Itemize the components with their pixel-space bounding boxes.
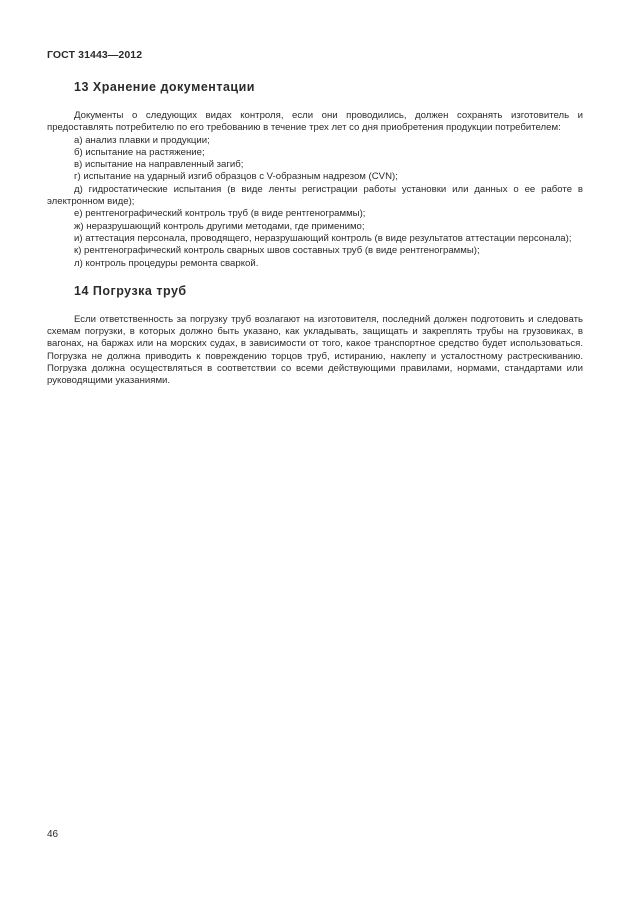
page-content — [47, 80, 583, 388]
section-13-intro: Документы о следующих видах контроля, если они проводились, должен сохранять изготовитель и предоставлять потребителю по его требованию в течение трех лет со дня приобретения продукции потребителем: — [47, 110, 583, 134]
list-item: и) аттестация персонала, проводящего, неразрушающий контроль (в виде результатов аттестации персонала); — [74, 232, 572, 244]
standard-code: ГОСТ 31443—2012 — [47, 49, 143, 61]
list-item: д) гидростатические испытания (в виде ленты регистрации работы установки или данных о ее работе в электронном виде); — [47, 183, 583, 208]
list-item: ж) неразрушающий контроль другими методами, где применимо; — [74, 220, 365, 232]
page-number: 46 — [47, 829, 59, 840]
section-14-title: 14 Погрузка труб — [74, 283, 187, 298]
list-item: б) испытание на растяжение; — [74, 146, 205, 158]
list-item: в) испытание на направленный загиб; — [74, 159, 244, 171]
section-14-text: Если ответственность за погрузку труб возлагают на изготовителя, последний должен подготовить и следовать схемам погрузки, в которых должно быть указано, как укладывать, защищать и закреплять трубы на грузовиках, в вагонах, на баржах или на морских судах, в зависимости от того, какое транспортное средство будет использоваться. Погрузка не должна приводить к повреждению торцов труб, истиранию, наклепу и усталостному растрескиванию. Погрузка должна осуществляться в соответствии со всеми действующими правилами, нормами, стандартами или руководящими указаниями. — [47, 313, 583, 387]
list-item: а) анализ плавки и продукции; — [74, 134, 210, 146]
section-13-title: 13 Хранение документации — [74, 80, 255, 94]
section-13-list — [47, 135, 583, 270]
list-item: л) контроль процедуры ремонта сваркой. — [74, 257, 259, 269]
list-item: е) рентгенографический контроль труб (в виде рентгенограммы); — [74, 208, 366, 220]
list-item: г) испытание на ударный изгиб образцов с V-образным надрезом (CVN); — [74, 171, 398, 183]
list-item: к) рентгенографический контроль сварных швов составных труб (в виде рентгенограммы); — [74, 245, 480, 257]
section-spacer — [47, 270, 583, 284]
